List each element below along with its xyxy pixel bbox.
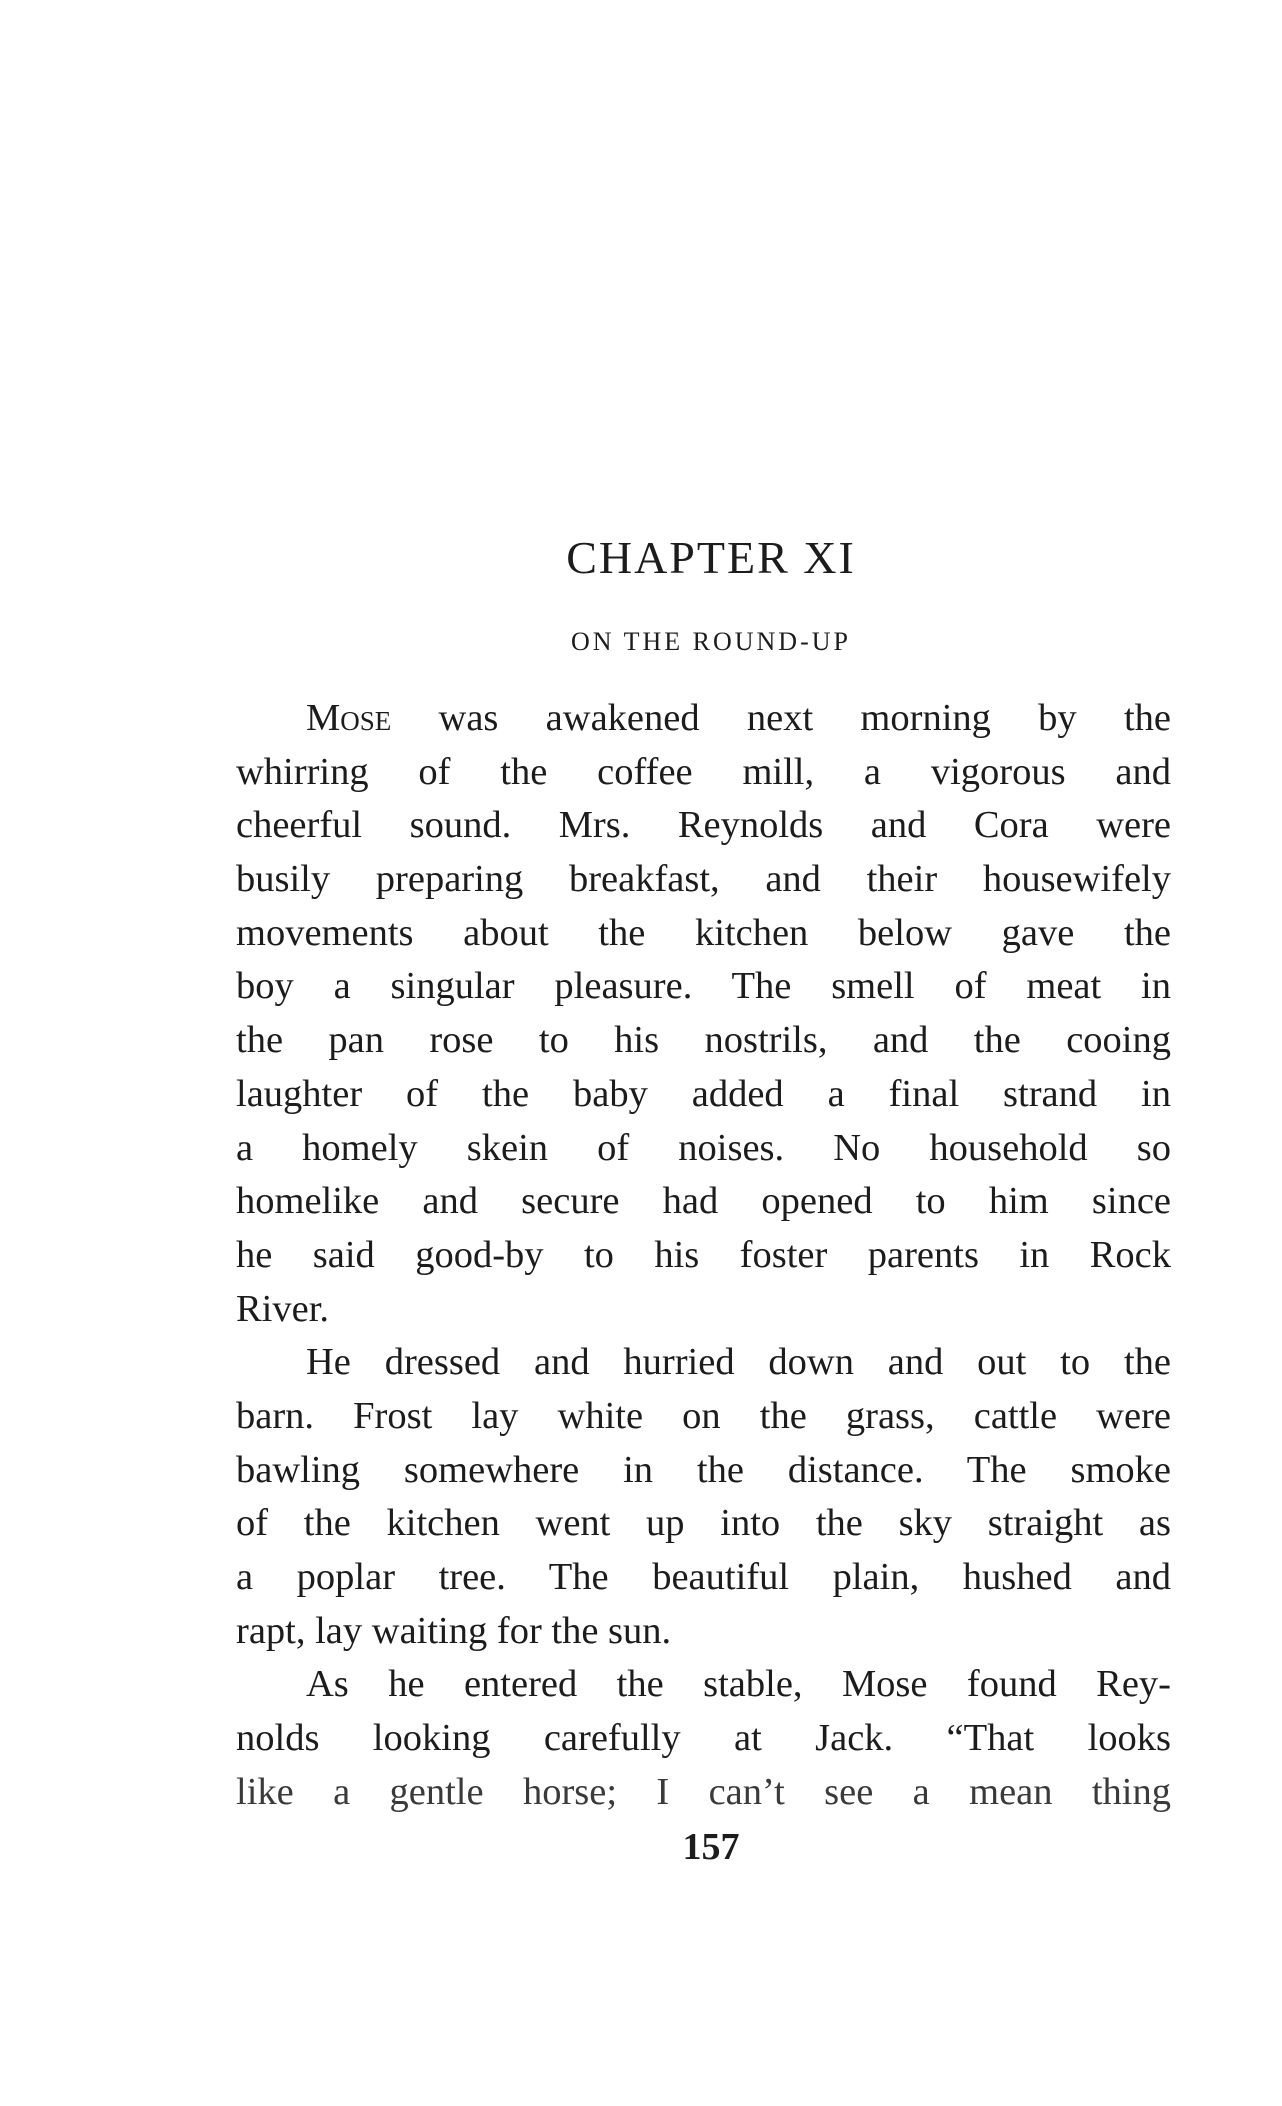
- body-text: [236, 692, 1171, 1819]
- text-line-9: a homely skein of noises. No household so: [236, 1126, 1171, 1169]
- text-line-18: rapt, lay waiting for the sun.: [236, 1609, 672, 1652]
- text-line-21: like a gentle horse; I can’t see a mean thing: [236, 1770, 1171, 1813]
- text-line-12: River.: [236, 1287, 330, 1330]
- text-line-19: As he entered the stable, Mose found Rey-: [306, 1663, 1171, 1706]
- page-number: 157: [682, 1826, 740, 1868]
- text-line-13: He dressed and hurried down and out to the: [306, 1341, 1171, 1384]
- chapter-subtitle: ON THE ROUND-UP: [571, 627, 851, 656]
- chapter-title: CHAPTER XI: [566, 532, 856, 583]
- text-line-6: boy a singular pleasure. The smell of meat in: [236, 965, 1171, 1008]
- text-line-16: of the kitchen went up into the sky straight as: [236, 1502, 1171, 1545]
- text-line-17: a poplar tree. The beautiful plain, hushed and: [236, 1556, 1171, 1598]
- text-line-5: movements about the kitchen below gave the: [236, 911, 1171, 954]
- text-line-7: the pan rose to his nostrils, and the cooing: [236, 1019, 1171, 1062]
- text-line-8: laughter of the baby added a final strand in: [236, 1072, 1171, 1115]
- text-line-1: Mose was awakened next morning by the: [306, 697, 1171, 739]
- text-line-2: whirring of the coffee mill, a vigorous and: [236, 750, 1171, 793]
- text-line-3: cheerful sound. Mrs. Reynolds and Cora were: [236, 804, 1171, 847]
- text-line-11: he said good-by to his foster parents in Rock: [236, 1233, 1171, 1276]
- text-line-14: barn. Frost lay white on the grass, cattle were: [236, 1394, 1171, 1437]
- text-line-20: nolds looking carefully at Jack. “That looks: [236, 1717, 1171, 1760]
- text-line-10: homelike and secure had opened to him since: [236, 1180, 1171, 1223]
- first-word: Mose: [306, 697, 392, 739]
- text-line-15: bawling somewhere in the distance. The smoke: [236, 1448, 1171, 1491]
- text-line-4: busily preparing breakfast, and their housewifely: [236, 858, 1171, 901]
